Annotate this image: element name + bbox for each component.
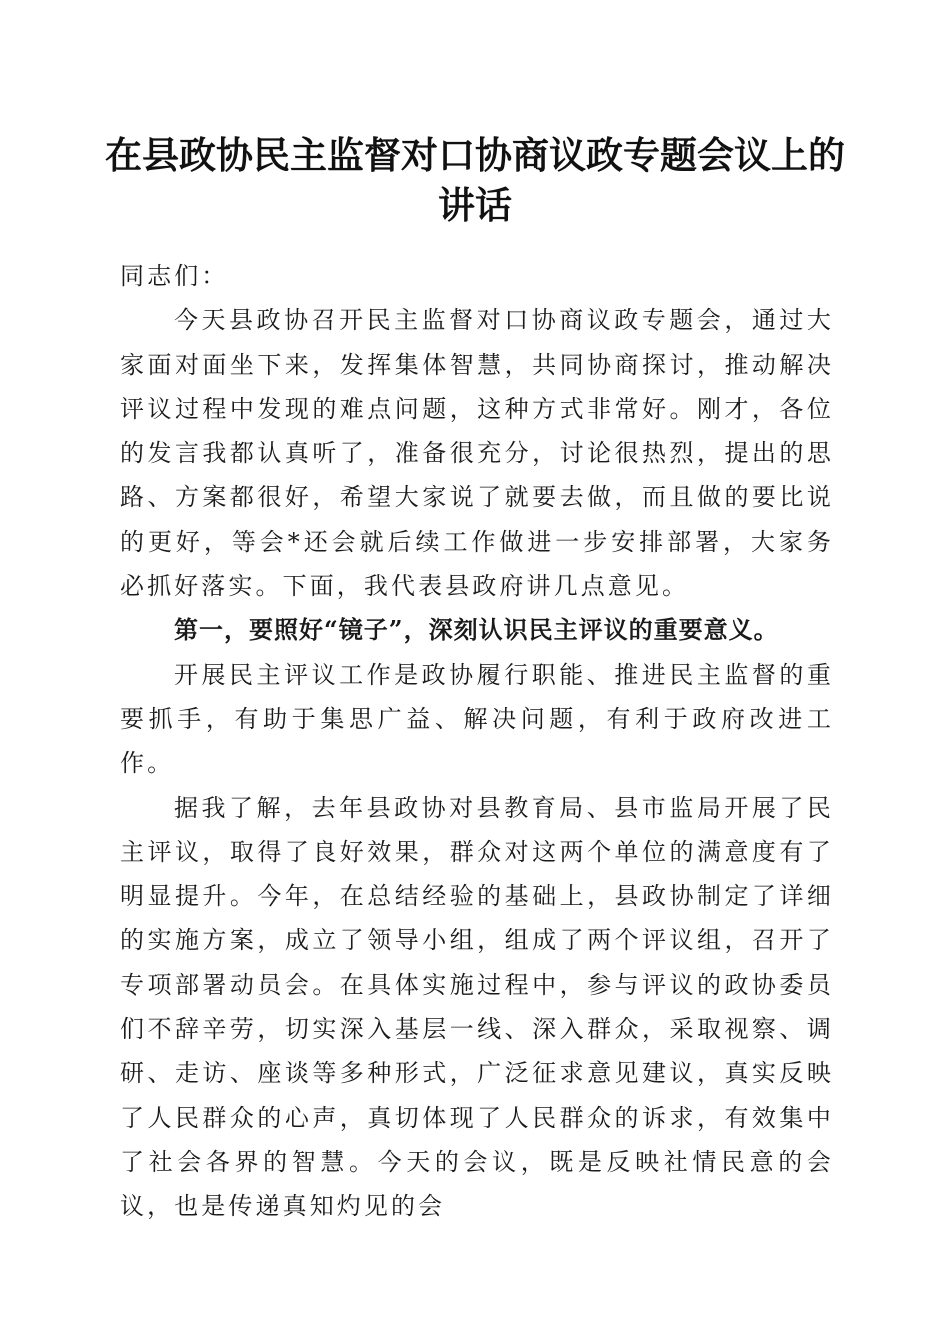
paragraph-opening: 今天县政协召开民主监督对口协商议政专题会，通过大家面对面坐下来，发挥集体智慧，共同协商探讨，推动解决评议过程中发现的难点问题，这种方式非常好。刚才，各位的发言我都认真听了，准备很充分，讨论很热烈，提出的思路、方案都很好，希望大家说了就要去做，而且做的要比说的更好，等会*还会就后续工作做进一步安排部署，大家务必抓好落实。下面，我代表县政府讲几点意见。 xyxy=(120,306,834,601)
salutation: 同志们： xyxy=(120,262,229,290)
document-body xyxy=(120,254,834,1229)
paragraph-significance: 开展民主评议工作是政协履行职能、推进民主监督的重要抓手，有助于集思广益、解决问题，有利于政府改进工作。 xyxy=(120,660,834,778)
section-heading-first: 第一，要照好“镜子”，深刻认识民主评议的重要意义。 xyxy=(174,615,779,645)
document-title: 在县政协民主监督对口协商议政专题会议上的讲话 xyxy=(105,133,845,227)
paragraph-review-progress: 据我了解，去年县政协对县教育局、县市监局开展了民主评议，取得了良好效果，群众对这两个单位的满意度有了明显提升。今年，在总结经验的基础上，县政协制定了详细的实施方案，成立了领导小组，组成了两个评议组，召开了专项部署动员会。在具体实施过程中，参与评议的政协委员们不辞辛劳，切实深入基层一线、深入群众，采取视察、调研、走访、座谈等多种形式，广泛征求意见建议，真实反映了人民群众的心声，真切体现了人民群众的诉求，有效集中了社会各界的智慧。今天的会议，既是反映社情民意的会议，也是传递真知灼见的会 xyxy=(120,793,834,1221)
